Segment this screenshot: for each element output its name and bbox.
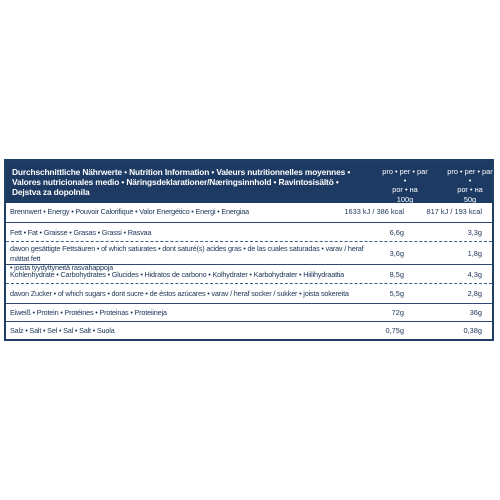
row-carbohydrates — [6, 264, 492, 284]
value-per-50g: 817 kJ / 193 kcal — [426, 207, 482, 216]
value-per-100g: 0,75g — [385, 326, 404, 335]
nutrition-table — [4, 159, 494, 341]
row-saturates — [6, 242, 492, 273]
title-line-2: Valores nutricionales medio • Näringsdeklarationer/Næringsinnhold • Ravintosisältö • — [12, 177, 339, 187]
row-salt — [6, 321, 492, 340]
title-line-3: Dejstva za dopolnila — [12, 187, 90, 197]
value-per-50g: 3,3g — [467, 228, 482, 237]
col2-line-3: 50g — [463, 194, 477, 204]
value-per-50g: 2,8g — [467, 289, 482, 298]
col2-line-1: pro • per • par • — [447, 167, 493, 186]
value-per-50g: 0,38g — [463, 326, 482, 335]
col1-line-3: 100g — [396, 194, 414, 204]
value-per-50g: 4,3g — [467, 270, 482, 279]
value-per-50g: 1,8g — [467, 249, 482, 258]
value-per-100g: 1633 kJ / 386 kcal — [344, 207, 404, 216]
value-per-100g: 72g — [391, 308, 404, 317]
row-label: Brennwert • Energy • Pouvoir Calorifique • Valor Energético • Energi • Energiaa — [10, 207, 249, 216]
value-per-100g: 3,6g — [389, 249, 404, 258]
row-label: Eiweiß • Protein • Protéines • Proteinas • Proteiineja — [10, 308, 167, 317]
col1-line-2: por • на — [392, 185, 418, 195]
value-per-100g: 8,5g — [389, 270, 404, 279]
row-label-line-1: davon gesättigte Fettsäuren • of which saturates • dont saturé(s) acides gras • de las cuales saturadas • varav / heraf mättat fett — [10, 244, 364, 263]
value-per-100g: 5,5g — [389, 289, 404, 298]
col1-line-1: pro • per • par • — [382, 167, 428, 186]
value-per-50g: 36g — [469, 308, 482, 317]
row-label: davon Zucker • of which sugars • dont sucre • de éstos azúcares • varav / heraf socker / sukker • joista sokereita — [10, 289, 349, 298]
col2-line-2: por • на — [457, 185, 483, 195]
row-label: Salz • Salt • Sel • Sal • Salt • Suola — [10, 326, 115, 335]
table-title — [12, 167, 384, 197]
table-header — [6, 161, 492, 203]
row-sugars — [6, 284, 492, 303]
row-label-line-2: • joista tyydyttyneitä rasvahappoja — [10, 263, 114, 273]
column-header-100g — [380, 167, 430, 204]
row-fat — [6, 222, 492, 242]
title-line-1: Durchschnittliche Nährwerte • Nutrition Information • Valeurs nutritionnelles moyennes • — [12, 167, 351, 177]
value-per-100g: 6,6g — [389, 228, 404, 237]
row-label: Fett • Fat • Graisse • Grasas • Grassi • Rasvaa — [10, 228, 152, 237]
column-header-50g — [445, 167, 495, 204]
row-label: Kohlenhydrate • Carbohydrates • Glucides • Hidratos de carbono • Kolhydrater • Karbohydrater • Hiilihydraattia — [10, 270, 345, 279]
row-protein — [6, 303, 492, 322]
row-energy — [6, 203, 492, 222]
